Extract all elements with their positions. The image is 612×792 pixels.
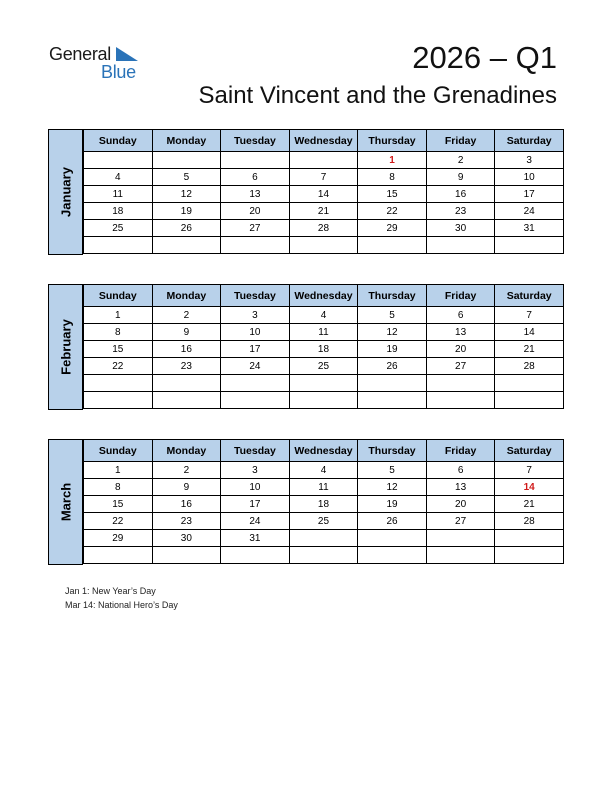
day-cell: 15	[84, 496, 153, 513]
day-cell	[495, 392, 564, 409]
day-cell: 1	[358, 152, 427, 169]
day-cell	[84, 237, 153, 254]
day-cell: 9	[426, 169, 495, 186]
week-row	[84, 169, 564, 186]
weekday-header: Friday	[426, 285, 495, 307]
day-cell: 16	[152, 496, 221, 513]
day-cell	[289, 237, 358, 254]
day-cell	[289, 152, 358, 169]
week-row	[84, 496, 564, 513]
day-cell: 5	[152, 169, 221, 186]
day-cell	[152, 152, 221, 169]
country-title: Saint Vincent and the Grenadines	[198, 82, 557, 109]
day-cell	[495, 547, 564, 564]
day-cell	[358, 547, 427, 564]
day-cell	[84, 152, 153, 169]
weekday-header: Saturday	[495, 130, 564, 152]
month-label-cell	[48, 129, 83, 255]
day-cell: 14	[289, 186, 358, 203]
day-cell: 17	[221, 341, 290, 358]
day-cell: 24	[221, 513, 290, 530]
day-cell: 8	[358, 169, 427, 186]
month-calendar-february	[48, 284, 564, 410]
holiday-note: Jan 1: New Year’s Day	[65, 586, 156, 596]
day-cell	[152, 547, 221, 564]
day-cell: 25	[84, 220, 153, 237]
day-cell: 8	[84, 479, 153, 496]
weekday-header: Friday	[426, 440, 495, 462]
day-cell: 26	[358, 513, 427, 530]
day-cell: 9	[152, 479, 221, 496]
day-cell: 22	[358, 203, 427, 220]
day-cell: 3	[221, 307, 290, 324]
day-cell	[221, 152, 290, 169]
weekday-header-row	[84, 130, 564, 152]
day-cell	[221, 392, 290, 409]
day-cell: 30	[152, 530, 221, 547]
day-cell	[426, 530, 495, 547]
day-cell: 25	[289, 513, 358, 530]
page-title: 2026 – Q1	[412, 40, 557, 75]
day-cell: 16	[152, 341, 221, 358]
day-cell: 12	[152, 186, 221, 203]
day-cell	[358, 392, 427, 409]
day-cell: 17	[221, 496, 290, 513]
day-cell: 19	[358, 496, 427, 513]
week-row	[84, 152, 564, 169]
weekday-header: Monday	[152, 440, 221, 462]
day-cell	[221, 237, 290, 254]
day-cell: 26	[358, 358, 427, 375]
day-cell: 14	[495, 324, 564, 341]
logo-general-text: General	[49, 44, 111, 64]
month-calendar-january	[48, 129, 564, 255]
weekday-header: Tuesday	[221, 130, 290, 152]
day-cell: 4	[289, 462, 358, 479]
day-cell: 31	[495, 220, 564, 237]
day-cell: 18	[289, 496, 358, 513]
calendar-table	[83, 284, 564, 409]
weekday-header: Saturday	[495, 440, 564, 462]
day-cell: 23	[426, 203, 495, 220]
day-cell: 30	[426, 220, 495, 237]
weekday-header: Wednesday	[289, 440, 358, 462]
day-cell: 7	[495, 462, 564, 479]
day-cell	[221, 375, 290, 392]
weekday-header: Tuesday	[221, 285, 290, 307]
day-cell: 20	[426, 496, 495, 513]
day-cell: 3	[495, 152, 564, 169]
month-label: March	[58, 482, 73, 522]
weekday-header: Sunday	[84, 130, 153, 152]
day-cell	[495, 530, 564, 547]
day-cell	[289, 530, 358, 547]
month-label: February	[58, 319, 73, 375]
holiday-note: Mar 14: National Hero’s Day	[65, 600, 178, 610]
month-label-cell	[48, 284, 83, 410]
weekday-header: Saturday	[495, 285, 564, 307]
day-cell: 24	[495, 203, 564, 220]
weekday-header-row	[84, 285, 564, 307]
logo-triangle-icon	[116, 47, 138, 61]
day-cell: 10	[495, 169, 564, 186]
day-cell	[289, 392, 358, 409]
weekday-header: Wednesday	[289, 285, 358, 307]
day-cell: 25	[289, 358, 358, 375]
day-cell	[426, 547, 495, 564]
day-cell: 23	[152, 513, 221, 530]
logo-blue-text: Blue	[101, 62, 136, 82]
day-cell: 6	[426, 307, 495, 324]
weekday-header-row	[84, 440, 564, 462]
day-cell: 27	[221, 220, 290, 237]
day-cell	[358, 375, 427, 392]
day-cell: 13	[426, 324, 495, 341]
day-cell: 20	[426, 341, 495, 358]
day-cell: 13	[426, 479, 495, 496]
week-row	[84, 547, 564, 564]
day-cell: 29	[358, 220, 427, 237]
month-label-cell	[48, 439, 83, 565]
week-row	[84, 237, 564, 254]
day-cell	[426, 392, 495, 409]
week-row	[84, 186, 564, 203]
weekday-header: Thursday	[358, 440, 427, 462]
day-cell	[495, 237, 564, 254]
day-cell: 27	[426, 358, 495, 375]
weekday-header: Thursday	[358, 130, 427, 152]
weekday-header: Tuesday	[221, 440, 290, 462]
day-cell: 20	[221, 203, 290, 220]
day-cell: 21	[289, 203, 358, 220]
day-cell: 5	[358, 462, 427, 479]
day-cell: 7	[289, 169, 358, 186]
week-row	[84, 479, 564, 496]
day-cell: 18	[289, 341, 358, 358]
week-row	[84, 220, 564, 237]
day-cell: 21	[495, 496, 564, 513]
weekday-header: Sunday	[84, 285, 153, 307]
day-cell: 2	[426, 152, 495, 169]
day-cell: 7	[495, 307, 564, 324]
day-cell	[84, 392, 153, 409]
day-cell: 28	[289, 220, 358, 237]
day-cell: 18	[84, 203, 153, 220]
holiday-notes	[65, 584, 178, 612]
day-cell	[152, 237, 221, 254]
day-cell	[426, 375, 495, 392]
day-cell: 3	[221, 462, 290, 479]
day-cell: 13	[221, 186, 290, 203]
day-cell: 6	[426, 462, 495, 479]
day-cell: 10	[221, 324, 290, 341]
day-cell: 1	[84, 307, 153, 324]
day-cell: 11	[84, 186, 153, 203]
day-cell	[84, 547, 153, 564]
weekday-header: Friday	[426, 130, 495, 152]
day-cell: 6	[221, 169, 290, 186]
day-cell	[152, 392, 221, 409]
day-cell: 28	[495, 358, 564, 375]
day-cell	[358, 237, 427, 254]
day-cell: 2	[152, 462, 221, 479]
week-row	[84, 513, 564, 530]
day-cell: 19	[358, 341, 427, 358]
week-row	[84, 462, 564, 479]
day-cell: 17	[495, 186, 564, 203]
day-cell: 4	[289, 307, 358, 324]
weekday-header: Monday	[152, 285, 221, 307]
day-cell	[289, 547, 358, 564]
weekday-header: Sunday	[84, 440, 153, 462]
day-cell: 29	[84, 530, 153, 547]
day-cell: 11	[289, 324, 358, 341]
day-cell: 12	[358, 479, 427, 496]
week-row	[84, 358, 564, 375]
week-row	[84, 324, 564, 341]
day-cell: 15	[358, 186, 427, 203]
day-cell: 22	[84, 358, 153, 375]
week-row	[84, 341, 564, 358]
day-cell: 19	[152, 203, 221, 220]
month-label: January	[58, 167, 73, 217]
day-cell: 10	[221, 479, 290, 496]
day-cell: 15	[84, 341, 153, 358]
day-cell: 11	[289, 479, 358, 496]
month-calendar-march	[48, 439, 564, 565]
day-cell: 22	[84, 513, 153, 530]
day-cell: 28	[495, 513, 564, 530]
calendar-table	[83, 129, 564, 254]
week-row	[84, 530, 564, 547]
day-cell: 5	[358, 307, 427, 324]
calendar-table	[83, 439, 564, 564]
week-row	[84, 203, 564, 220]
day-cell: 12	[358, 324, 427, 341]
day-cell: 8	[84, 324, 153, 341]
day-cell: 26	[152, 220, 221, 237]
day-cell: 9	[152, 324, 221, 341]
day-cell: 16	[426, 186, 495, 203]
weekday-header: Thursday	[358, 285, 427, 307]
day-cell	[426, 237, 495, 254]
day-cell	[289, 375, 358, 392]
day-cell: 31	[221, 530, 290, 547]
day-cell	[495, 375, 564, 392]
weekday-header: Wednesday	[289, 130, 358, 152]
day-cell	[358, 530, 427, 547]
day-cell	[84, 375, 153, 392]
day-cell: 21	[495, 341, 564, 358]
day-cell: 1	[84, 462, 153, 479]
day-cell: 4	[84, 169, 153, 186]
day-cell: 14	[495, 479, 564, 496]
brand-logo	[49, 44, 149, 84]
day-cell	[152, 375, 221, 392]
weekday-header: Monday	[152, 130, 221, 152]
day-cell: 23	[152, 358, 221, 375]
week-row	[84, 392, 564, 409]
day-cell: 24	[221, 358, 290, 375]
week-row	[84, 375, 564, 392]
day-cell	[221, 547, 290, 564]
week-row	[84, 307, 564, 324]
day-cell: 27	[426, 513, 495, 530]
day-cell: 2	[152, 307, 221, 324]
